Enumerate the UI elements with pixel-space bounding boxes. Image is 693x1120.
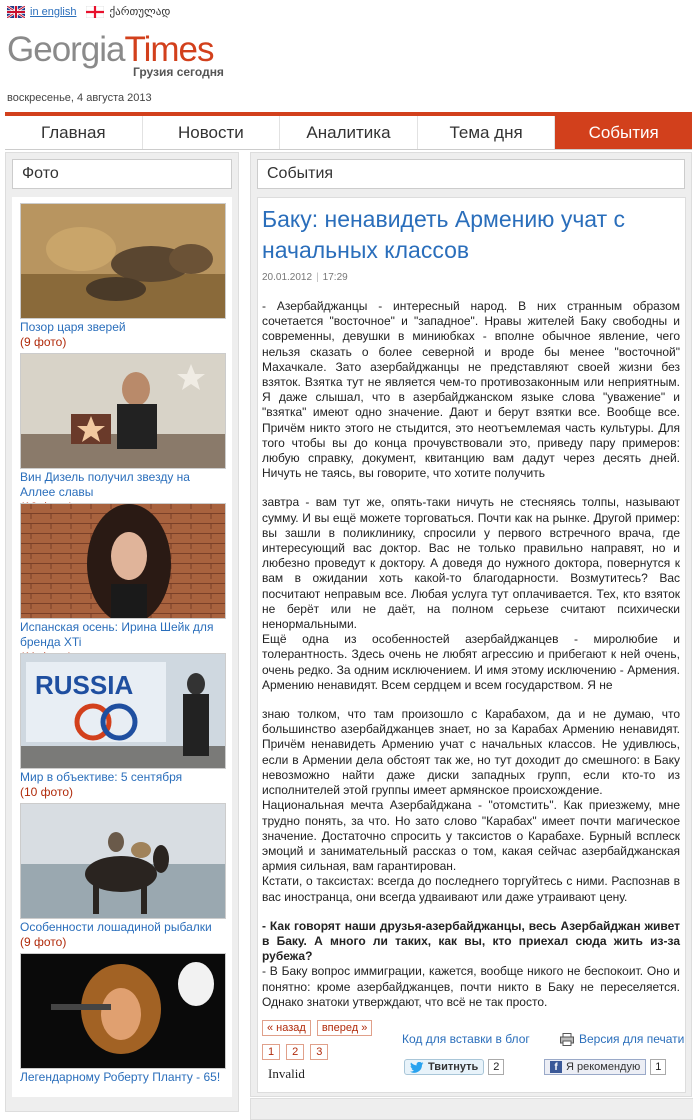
print-label: Версия для печати <box>579 1032 685 1046</box>
article-paragraph: - Азербайджанцы - интересный народ. В них странным образом сочетается "восточное" и "западное". Нравы жителей Баку свободны и современны, девушки в миниюбках - вполне обычное явление, чего нельзя сказать о более северной и вроде бы менее "восточной" Махачкале. Зато азербайджанцы не представляют своей жизни без взяток. Взятка тут не является чем-то противозаконным или неприятным. Я даже слышал, что в азербайджанском языке слова "уважение" и "взятка" имеют одно значение. Дают и берут взятки все. Вообще все. Причём никто этого не стыдится, это неотъемлемая часть культуры. Для того чтобы вы до конца прочувствовали это, приведу пару примеров: любую справку, документ, квитанцию вам дадут через десять дней. Ничуть не таясь, вы говорите, что хотите получить <box>262 299 680 481</box>
photo-caption[interactable]: Особенности лошадиной рыбалки <box>20 920 212 934</box>
events-column <box>250 152 692 1097</box>
russia-g20-photo[interactable] <box>20 653 226 769</box>
language-bar <box>7 5 180 18</box>
article-paragraph: знаю толком, что там произошло с Карабахом, да и не думаю, что большинство азербайджанцев знает, но за Карабах Армению ненавидят. Причём ненавидеть Армению учат с начальных классов. Не удивлюсь, если в Армении дела обстоят так же, но тут доходит до смешного: в Баку невозможно найти даже диски западных групп, если кто-то из исполнителей этой группы имеет армянское происхождение. <box>262 707 680 798</box>
photo-count: (9 фото) <box>20 335 67 349</box>
page-link-2[interactable]: 2 <box>286 1044 304 1060</box>
prev-button[interactable]: « назад <box>262 1020 311 1036</box>
nav-tab-analytics[interactable]: Аналитика <box>279 116 417 149</box>
nav-tab-news[interactable]: Новости <box>142 116 280 149</box>
photo-count: (9 фото) <box>20 935 67 949</box>
photo-caption[interactable]: Позор царя зверей <box>20 320 126 334</box>
russia-label: RUSSIA <box>35 670 134 700</box>
photo-item[interactable] <box>12 497 232 647</box>
article-body <box>262 299 680 1010</box>
main-nav <box>5 112 692 150</box>
facebook-label: Я рекомендую <box>566 1061 641 1073</box>
photo-count: (10 фото) <box>20 785 73 799</box>
article-paragraph: завтра - вам тут же, опять-таки ничуть не стесняясь толпы, называют сумму. И вы ещё можете торговаться. Почти как на рынке. Другой пример: вы зашли в поликлинику, спросили у первого встречного врача, где интересующий вас доктор. Вас не только правильно направят, но и любезно проведут к доктору. А доведя до нужного доктора, повернутся к вам в ожидании хоть какой-то благодарности. Возмутитесь? Вас посчитают неправым все. Любая услуга тут оплачивается. Тех, кто взяток не берёт или не даёт, на полном серьезе считают психически ненормальными. <box>262 495 680 632</box>
nav-tab-home[interactable]: Главная <box>40 123 106 142</box>
georgia-flag-icon[interactable] <box>86 6 104 18</box>
lions-photo[interactable] <box>20 203 226 319</box>
article-paragraph: Кстати, о таксистах: всегда до последнего торгуйтесь с ними. Распознав в вас иностранца, они всегда удваивают или даже утраивают цену. <box>262 874 680 904</box>
facebook-widget <box>544 1059 666 1075</box>
facebook-icon: f <box>550 1061 562 1073</box>
english-link[interactable]: in english <box>30 5 77 18</box>
irina-shayk-photo[interactable] <box>20 503 226 619</box>
next-button[interactable]: вперед » <box>317 1020 373 1036</box>
uk-flag-icon[interactable] <box>7 6 25 18</box>
vin-diesel-photo[interactable] <box>20 353 226 469</box>
photo-sidebar <box>5 152 239 1112</box>
photo-item[interactable] <box>12 197 232 347</box>
article-headline[interactable]: Баку: ненавидеть Армению учат с начальных классов <box>262 206 626 263</box>
facebook-recommend-button[interactable] <box>544 1059 646 1075</box>
tweet-label: Твитнуть <box>428 1061 479 1073</box>
photo-caption[interactable]: Испанская осень: Ирина Шейк для бренда XTi <box>20 620 214 649</box>
horse-fishing-photo[interactable] <box>20 803 226 919</box>
photo-item[interactable] <box>12 647 232 797</box>
logo-times: Times <box>124 30 214 69</box>
printer-icon <box>560 1033 574 1046</box>
events-box-title: События <box>257 159 685 189</box>
photo-caption[interactable]: Вин Дизель получил звезду на Аллее славы <box>20 470 190 499</box>
logo-georgia: Georgia <box>7 30 125 69</box>
page-link-1[interactable]: 1 <box>262 1044 280 1060</box>
meta-separator: | <box>316 272 319 283</box>
article-time: 17:29 <box>322 272 348 283</box>
page-link-3[interactable]: 3 <box>310 1044 328 1060</box>
photo-box-title: Фото <box>12 159 232 189</box>
page-numbers <box>262 1044 685 1060</box>
article-date: 20.01.2012 <box>262 272 313 283</box>
twitter-bird-icon <box>410 1062 424 1073</box>
nav-tab-events[interactable]: События <box>554 116 692 149</box>
article-meta <box>262 272 681 283</box>
tweet-widget <box>404 1059 504 1075</box>
next-box <box>250 1098 693 1120</box>
nav-tab-topic[interactable]: Тема дня <box>417 116 555 149</box>
current-date: воскресенье, 4 августа 2013 <box>7 92 152 104</box>
logo-subtitle: Грузия сегодня <box>133 65 224 79</box>
embed-code-link[interactable]: Код для вставки в блог <box>402 1032 530 1046</box>
article <box>257 197 686 1093</box>
article-answer: - В Баку вопрос иммиграции, кажется, вообще никого не беспокоит. Оно и понятно: кроме азербайджанцев, почти никто в Баку не переселяется. Однако знатоки утверждают, что всё не так просто. <box>262 964 680 1009</box>
photo-item[interactable] <box>12 947 232 1097</box>
article-paragraph: Национальная мечта Азербайджана - "отомстить". Как приезжему, мне трудно понять, за что. Но зато слово "Карабах" имеет почти магическое значение. Достаточно спросить у таксистов о Карабахе. Бурный всплеск эмоций и занимательный рассказ о том, какая сейчас азербайджанская армия сильная, вам гарантирован. <box>262 798 680 874</box>
georgian-link[interactable]: ქართულად <box>109 6 171 18</box>
photo-item[interactable] <box>12 797 232 947</box>
tweet-button[interactable] <box>404 1059 484 1075</box>
article-paragraph: Ещё одна из особенностей азербайджанцев - миролюбие и толерантность. Здесь очень не любят агрессию и прибегают к ней очень, очень редко. За одним исключением. И имя этому исключению - Армения. Армению ненавидят. Всем сердцем и всем государством. Я не <box>262 632 680 692</box>
photo-caption[interactable]: Легендарному Роберту Планту - 65! <box>20 1070 221 1084</box>
broken-image-text: Invalid <box>268 1066 305 1081</box>
print-version-link[interactable] <box>560 1032 684 1046</box>
photo-item[interactable] <box>12 347 232 497</box>
robert-plant-photo[interactable] <box>20 953 226 1069</box>
tweet-count: 2 <box>488 1059 504 1075</box>
article-question: - Как говорят наши друзья-азербайджанцы, весь Азербайджан живет в Баку. А много ли таких, как вы, кто приехал сюда жить из-за рубежа? <box>262 918 680 964</box>
site-logo[interactable] <box>7 30 224 79</box>
facebook-count: 1 <box>650 1059 666 1075</box>
photo-caption[interactable]: Мир в объективе: 5 сентября <box>20 770 183 784</box>
